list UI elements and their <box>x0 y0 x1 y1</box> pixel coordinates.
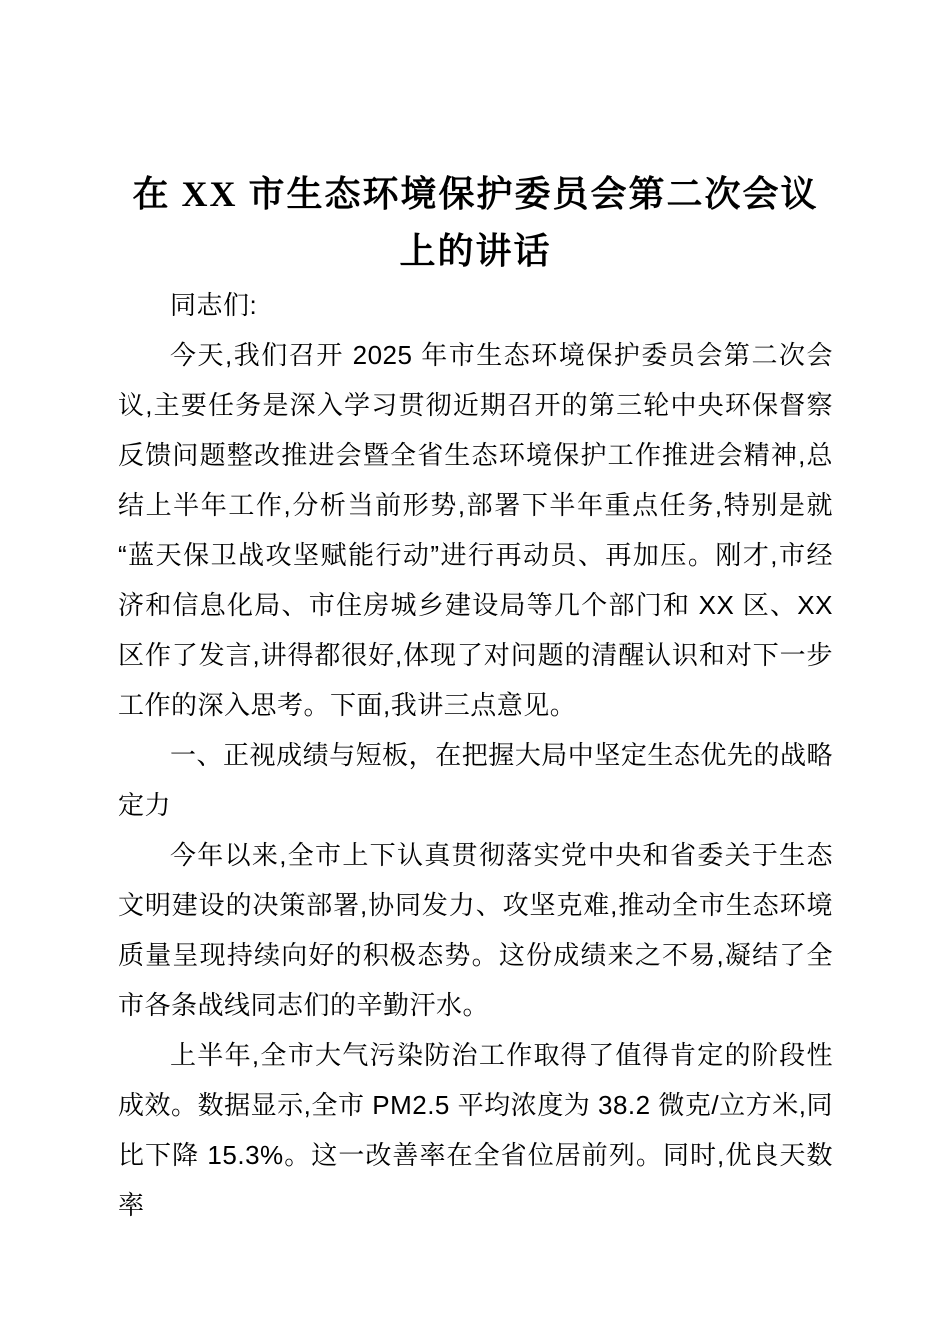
paragraph-opening: 今天,我们召开 2025 年市生态环境保护委员会第二次会议,主要任务是深入学习贯彻近期召开的第三轮中央环保督察反馈问题整改推进会暨全省生态环境保护工作推进会精神,总结上半年工作,分析当前形势,部署下半年重点任务,特别是就“蓝天保卫战攻坚赋能行动”进行再动员、再加压。刚才,市经济和信息化局、市住房城乡建设局等几个部门和 XX 区、XX 区作了发言,讲得都很好,体现了对问题的清醒认识和对下一步工作的深入思考。下面,我讲三点意见。 <box>118 340 833 720</box>
paragraph-air-quality: 上半年,全市大气污染防治工作取得了值得肯定的阶段性成效。数据显示,全市 PM2.5 平均浓度为 38.2 微克/立方米,同比下降 15.3%。这一改善率在全省位居前列。同时,优良天数率 <box>118 1040 833 1220</box>
document-content <box>0 166 950 1230</box>
greeting-line: 同志们: <box>170 290 258 320</box>
paragraph-achievements: 今年以来,全市上下认真贯彻落实党中央和省委关于生态文明建设的决策部署,协同发力、攻坚克难,推动全市生态环境质量呈现持续向好的积极态势。这份成绩来之不易,凝结了全市各条战线同志们的辛勤汗水。 <box>118 840 833 1020</box>
section-heading-1: 一、正视成绩与短板，在把握大局中坚定生态优先的战略定力 <box>118 740 833 820</box>
document-title: 在 XX 市生态环境保护委员会第二次会议上的讲话 <box>132 174 819 271</box>
